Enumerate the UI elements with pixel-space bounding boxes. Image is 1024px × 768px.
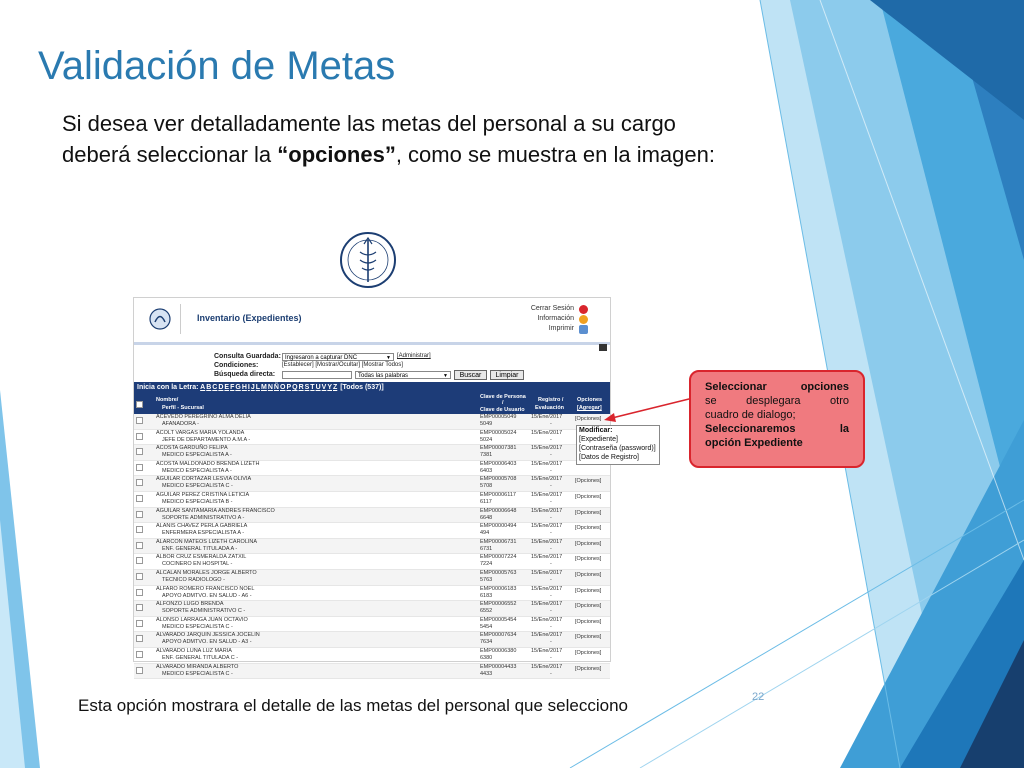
table-row <box>134 508 610 524</box>
row-emp-code: EMP00004433 <box>480 663 517 670</box>
row-name: AGUILAR CORTAZAR LESVIA OLIVIA <box>156 476 252 483</box>
table-row <box>134 414 610 430</box>
row-name: ACOLT VARGAS MARIA YOLANDA <box>156 429 245 436</box>
row-options-link[interactable]: [Opciones] <box>575 587 602 594</box>
col-opciones: Opciones <box>577 397 603 403</box>
row-checkbox[interactable] <box>136 557 143 564</box>
row-eval: - <box>550 654 552 661</box>
row-checkbox[interactable] <box>136 604 143 611</box>
row-eval: - <box>550 436 552 443</box>
col-clave-usuario: Clave de Usuario <box>480 407 525 413</box>
row-eval: - <box>550 670 552 677</box>
row-emp-code: EMP00006380 <box>480 647 517 654</box>
callout-line-5: opción Expediente <box>705 437 803 449</box>
row-eval: - <box>550 576 552 583</box>
row-name: ALCALAN MORALES JORGE ALBERTO <box>156 569 257 576</box>
row-eval: - <box>550 545 552 552</box>
table-row <box>134 430 610 446</box>
row-user-code: 6380 <box>480 654 493 661</box>
info-icon[interactable] <box>579 315 588 324</box>
row-user-code: 5024 <box>480 436 493 443</box>
row-name: ACOSTA MALDONADO BRENDA LIZETH <box>156 460 260 467</box>
footer-text: Esta opción mostrara el detalle de las metas del personal que selecciono <box>78 696 628 715</box>
agregar-link[interactable]: [Agregar] <box>577 405 602 411</box>
row-options-link[interactable]: [Opciones] <box>575 493 602 500</box>
busqueda-input[interactable] <box>282 371 352 379</box>
row-profile: SOPORTE ADMINISTRATIVO A - <box>162 514 245 521</box>
letter-link[interactable]: Q <box>292 384 298 391</box>
letter-link[interactable]: P <box>286 384 292 391</box>
row-emp-code: EMP00005708 <box>480 476 517 483</box>
row-name: ACEVEDO PEREGRINO ALMA DELIA <box>156 414 251 420</box>
row-profile: ENFERMERA ESPECIALISTA A - <box>162 530 245 537</box>
callout-box <box>689 370 865 468</box>
row-checkbox[interactable] <box>136 433 143 440</box>
row-name: ALVARADO MIRANDA ALBERTO <box>156 663 239 670</box>
row-options-link[interactable]: [Opciones] <box>575 618 602 625</box>
info-link[interactable]: Información <box>537 315 574 322</box>
todos-link[interactable]: [Todos (537)] <box>340 384 384 391</box>
letter-link[interactable]: C <box>212 384 218 391</box>
letter-link[interactable]: D <box>218 384 224 391</box>
row-emp-code: EMP00006731 <box>480 538 517 545</box>
row-user-code: 5049 <box>480 421 493 427</box>
limpiar-button[interactable]: Limpiar <box>490 370 524 380</box>
row-name: ALFARO ROMERO FRANCISCO NOEL <box>156 585 255 592</box>
row-options-link[interactable]: [Opciones] <box>575 603 602 610</box>
letter-list <box>200 384 340 391</box>
menu-item-expediente[interactable]: [Expediente] <box>579 436 618 443</box>
row-date: 15/Ene/2017 <box>531 491 563 498</box>
row-name: ACOSTA GARDUÑO FELIPA <box>156 445 228 452</box>
letter-link[interactable]: O <box>279 384 286 391</box>
print-link[interactable]: Imprimir <box>548 325 574 332</box>
table-row <box>134 648 610 664</box>
row-user-code: 7224 <box>480 561 493 568</box>
row-date: 15/Ene/2017 <box>531 554 563 561</box>
table-row <box>134 664 610 680</box>
row-date: 15/Ene/2017 <box>531 476 563 483</box>
busqueda-mode-select[interactable] <box>355 371 451 379</box>
table-row <box>134 632 610 648</box>
row-checkbox[interactable] <box>136 589 143 596</box>
row-eval: - <box>550 608 552 615</box>
letter-link[interactable]: V <box>321 384 327 391</box>
row-options-link[interactable]: [Opciones] <box>575 509 602 516</box>
row-checkbox[interactable] <box>136 495 143 502</box>
row-emp-code: EMP00006183 <box>480 585 517 592</box>
row-date: 15/Ene/2017 <box>531 429 563 436</box>
row-options-link[interactable]: [Opciones] <box>575 571 602 578</box>
table-row <box>134 617 610 633</box>
row-eval: - <box>550 561 552 568</box>
callout-line-1: Seleccionar opciones <box>705 381 849 393</box>
table-row <box>134 492 610 508</box>
condiciones-links[interactable]: [Establecer] [Mostrar/Ocultar] [Mostrar Todos] <box>282 362 403 368</box>
buscar-button[interactable]: Buscar <box>454 370 487 380</box>
row-checkbox[interactable] <box>136 417 143 424</box>
table-row <box>134 586 610 602</box>
row-emp-code: EMP00005454 <box>480 616 517 623</box>
row-name: ALVARADO JARQUIN JESSICA JOCELIN <box>156 632 260 639</box>
row-options-link[interactable]: [Opciones] <box>575 634 602 641</box>
row-user-code: 6552 <box>480 608 493 615</box>
row-checkbox[interactable] <box>136 464 143 471</box>
letter-link[interactable]: A <box>200 384 206 391</box>
letter-link[interactable]: E <box>224 384 230 391</box>
row-checkbox[interactable] <box>136 448 143 455</box>
row-name: ALANIS CHAVEZ PERLA GABRIELA <box>156 523 248 530</box>
consulta-label: Consulta Guardada: <box>214 353 281 360</box>
row-user-code: 6117 <box>480 498 492 505</box>
row-emp-code: EMP00007224 <box>480 554 517 561</box>
row-date: 15/Ene/2017 <box>531 460 563 467</box>
row-emp-code: EMP00005763 <box>480 569 517 576</box>
menu-item-password[interactable]: [Contraseña (password)] <box>579 445 656 452</box>
table-row <box>134 554 610 570</box>
row-date: 15/Ene/2017 <box>531 445 563 452</box>
row-emp-code: EMP00007634 <box>480 632 517 639</box>
letter-link[interactable]: T <box>310 384 315 391</box>
row-checkbox[interactable] <box>136 635 143 642</box>
row-name: ALARCON MATEOS LIZETH CAROLINA <box>156 538 258 545</box>
table-row <box>134 476 610 492</box>
row-profile: APOYO ADMTVO. EN SALUD - A6 - <box>162 592 252 599</box>
collapse-toggle-icon[interactable] <box>599 344 607 351</box>
letter-filter-label: Inicia con la Letra: <box>137 384 199 391</box>
app-title: Inventario (Expedientes) <box>197 313 302 323</box>
intro-text-start: Si desea ver detalladamente las metas del personal a su cargo deberá seleccionar la <box>62 111 676 167</box>
letter-filter-bar <box>134 382 610 394</box>
row-checkbox[interactable] <box>136 573 143 580</box>
select-all-checkbox[interactable] <box>136 401 143 408</box>
row-profile: ENF. GENERAL TITULADA C - <box>162 654 239 661</box>
letter-link[interactable]: J <box>250 384 255 391</box>
row-options-link[interactable]: [Opciones] <box>575 665 602 672</box>
letter-link[interactable]: Z <box>332 384 338 391</box>
row-options-link[interactable]: [Opciones] <box>575 478 602 485</box>
row-eval: - <box>550 514 552 521</box>
row-date: 15/Ene/2017 <box>531 538 563 545</box>
row-checkbox[interactable] <box>136 479 143 486</box>
row-options-link[interactable]: [Opciones] <box>575 540 602 547</box>
col-slash: / <box>502 400 504 406</box>
row-name: ALBOR CRUZ ESMERALDA ZATXIL <box>156 554 247 561</box>
table-row <box>134 570 610 586</box>
col-registro: Registro / <box>538 397 564 403</box>
row-user-code: 6731 <box>480 545 493 552</box>
row-checkbox[interactable] <box>136 620 143 627</box>
row-date: 15/Ene/2017 <box>531 663 563 670</box>
row-profile: MEDICO ESPECIALISTA C - <box>162 483 233 490</box>
letter-link[interactable]: M <box>261 384 267 391</box>
table-row <box>134 539 610 555</box>
logout-icon[interactable] <box>579 305 588 314</box>
administrar-link[interactable]: [Administrar] <box>397 353 431 359</box>
row-eval: - <box>550 623 552 630</box>
col-evaluacion: Evaluación <box>535 405 565 411</box>
menu-item-datos-registro[interactable]: [Datos de Registro] <box>579 454 639 461</box>
intro-text <box>62 108 742 170</box>
letter-link[interactable]: I <box>247 384 250 391</box>
table-row <box>134 445 610 461</box>
row-profile: MEDICO ESPECIALISTA B - <box>162 498 233 505</box>
row-eval: - <box>550 467 552 474</box>
row-name: AGUILAR SANTAMARIA ANDRES FRANCISCO <box>156 507 275 514</box>
row-date: 15/Ene/2017 <box>531 616 563 623</box>
letter-link[interactable]: Y <box>327 384 332 391</box>
row-profile: MEDICO ESPECIALISTA A - <box>162 452 232 459</box>
row-name: AGUILAR PEREZ CRISTINA LETICIA <box>156 491 250 498</box>
app-header <box>134 298 610 340</box>
row-eval: - <box>550 421 552 427</box>
row-profile: JEFE DE DEPARTAMENTO A.M.A - <box>162 436 251 443</box>
callout-line-3: cuadro de dialogo; <box>705 409 796 421</box>
letter-link[interactable]: U <box>315 384 321 391</box>
consulta-select[interactable] <box>282 353 394 361</box>
row-options-link[interactable]: [Opciones] <box>575 416 602 422</box>
letter-link[interactable]: L <box>255 384 261 391</box>
row-date: 15/Ene/2017 <box>531 647 563 654</box>
row-user-code: 5763 <box>480 576 493 583</box>
busqueda-label: Búsqueda directa: <box>214 371 276 378</box>
col-nombre: Nombre/ <box>156 397 179 403</box>
letter-link[interactable]: Ñ <box>273 384 279 391</box>
row-emp-code: EMP00006648 <box>480 507 517 514</box>
letter-link[interactable]: N <box>267 384 273 391</box>
row-profile: MEDICO ESPECIALISTA C - <box>162 670 233 677</box>
row-profile: APOYO ADMTVO. EN SALUD - A3 - <box>162 639 252 646</box>
row-user-code: 7634 <box>480 639 493 646</box>
slide-title: Validación de Metas <box>38 44 396 88</box>
row-user-code: 4433 <box>480 670 493 677</box>
row-eval: - <box>550 483 552 490</box>
row-options-link[interactable]: [Opciones] <box>575 556 602 563</box>
print-icon[interactable] <box>579 325 588 334</box>
logout-link[interactable]: Cerrar Sesión <box>530 305 574 312</box>
row-checkbox[interactable] <box>136 511 143 518</box>
row-checkbox[interactable] <box>136 651 143 658</box>
letter-link[interactable]: B <box>206 384 212 391</box>
row-eval: - <box>550 452 552 459</box>
intro-text-end: , como se muestra en la imagen: <box>395 142 715 167</box>
institution-seal-logo <box>338 230 398 290</box>
row-profile: COCINERO EN HOSPITAL - <box>162 561 233 568</box>
row-user-code: 5454 <box>480 623 493 630</box>
row-profile: MEDICO ESPECIALISTA A - <box>162 467 232 474</box>
col-perfil: Perfil - Sucursal <box>162 405 204 411</box>
row-profile: TECNICO RADIOLOGO - <box>162 576 225 583</box>
letter-link[interactable]: G <box>235 384 241 391</box>
busqueda-mode-value: Todas las palabras <box>358 373 409 379</box>
row-emp-code: EMP00006403 <box>480 460 517 467</box>
row-name: ALONSO LARRAGA JUAN OCTAVIO <box>156 616 248 623</box>
row-checkbox[interactable] <box>136 526 143 533</box>
row-emp-code: EMP00007381 <box>480 445 517 452</box>
row-emp-code: EMP00006552 <box>480 601 517 608</box>
callout-line-2: se desplegara otro <box>705 395 849 407</box>
row-options-link[interactable]: [Opciones] <box>575 649 602 656</box>
row-eval: - <box>550 498 552 505</box>
row-name: ALFONZO LUGO BRENDA <box>156 601 224 608</box>
condiciones-label: Condiciones: <box>214 362 259 369</box>
row-eval: - <box>550 530 552 537</box>
row-emp-code: EMP00005049 <box>480 414 517 420</box>
row-profile: SOPORTE ADMINISTRATIVO C - <box>162 608 246 615</box>
row-emp-code: EMP00000494 <box>480 523 517 530</box>
row-eval: - <box>550 639 552 646</box>
table-row <box>134 461 610 477</box>
row-name: ALVARADO LUNA LUZ MARIA <box>156 647 232 654</box>
row-date: 15/Ene/2017 <box>531 523 563 530</box>
app-screenshot <box>133 297 611 677</box>
dropdown-arrow-icon: ▼ <box>386 355 391 361</box>
row-options-link[interactable]: [Opciones] <box>575 525 602 532</box>
letter-link[interactable]: F <box>230 384 235 391</box>
letter-link[interactable]: H <box>241 384 247 391</box>
consulta-selected-value: Ingresaron a capturar DNC <box>285 355 358 361</box>
row-user-code: 7381 <box>480 452 493 459</box>
letter-link[interactable]: S <box>304 384 310 391</box>
options-popup-menu <box>576 425 660 465</box>
row-checkbox[interactable] <box>136 667 143 674</box>
row-profile: AFANADORA - <box>162 421 199 427</box>
row-emp-code: EMP00006117 <box>480 491 516 498</box>
menu-title: Modificar: <box>579 427 613 434</box>
row-user-code: 6183 <box>480 592 493 599</box>
table-row <box>134 523 610 539</box>
row-date: 15/Ene/2017 <box>531 585 563 592</box>
row-date: 15/Ene/2017 <box>531 632 563 639</box>
row-date: 15/Ene/2017 <box>531 569 563 576</box>
row-user-code: 5708 <box>480 483 493 490</box>
row-user-code: 494 <box>480 530 490 537</box>
header-divider <box>180 304 181 334</box>
row-eval: - <box>550 592 552 599</box>
callout-line-4: Seleccionaremos la <box>705 423 849 435</box>
page-number: 22 <box>752 691 765 703</box>
table-row <box>134 601 610 617</box>
header-bar <box>134 342 610 345</box>
col-clave-persona: Clave de Persona <box>480 394 526 400</box>
row-profile: ENF. GENERAL TITULADA A - <box>162 545 238 552</box>
intro-text-bold: “opciones” <box>277 142 396 167</box>
app-logo-icon <box>148 307 172 331</box>
row-user-code: 6403 <box>480 467 493 474</box>
table-body <box>134 414 613 679</box>
callout-arrow <box>600 395 695 425</box>
row-date: 15/Ene/2017 <box>531 601 563 608</box>
dropdown-arrow-icon: ▼ <box>443 373 448 379</box>
row-user-code: 6648 <box>480 514 493 521</box>
table-header <box>134 394 610 414</box>
row-checkbox[interactable] <box>136 542 143 549</box>
row-date: 15/Ene/2017 <box>531 507 563 514</box>
row-profile: MEDICO ESPECIALISTA C - <box>162 623 233 630</box>
letter-link[interactable]: R <box>298 384 304 391</box>
row-emp-code: EMP00005024 <box>480 429 517 436</box>
row-date: 15/Ene/2017 <box>531 414 563 420</box>
